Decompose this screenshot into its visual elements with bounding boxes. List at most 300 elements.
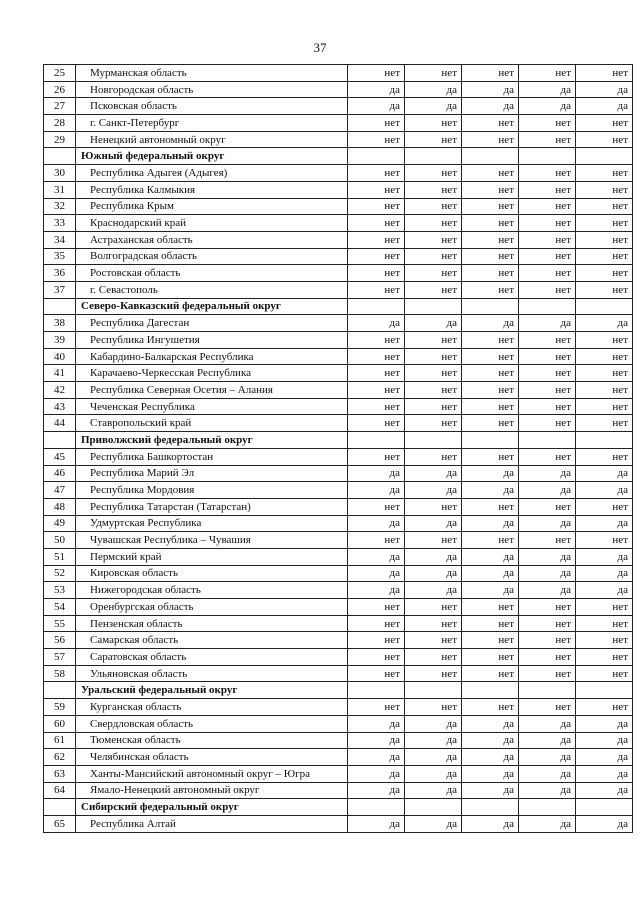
value-cell-3: да — [462, 315, 519, 332]
value-cell-5: нет — [576, 215, 633, 232]
row-number: 44 — [44, 415, 76, 432]
value-cell-1: нет — [348, 665, 405, 682]
row-number: 53 — [44, 582, 76, 599]
value-cell-2: да — [405, 315, 462, 332]
district-name: Приволжский федеральный округ — [76, 432, 348, 449]
value-cell-1: нет — [348, 599, 405, 616]
table-row — [44, 448, 633, 465]
table-row — [44, 565, 633, 582]
value-cell-4: нет — [519, 131, 576, 148]
region-name: Ставропольский край — [76, 415, 348, 432]
value-cell-4: нет — [519, 231, 576, 248]
value-cell-1: нет — [348, 248, 405, 265]
region-name: Чеченская Республика — [76, 398, 348, 415]
value-cell-4: нет — [519, 115, 576, 132]
row-number: 45 — [44, 448, 76, 465]
value-cell-2: нет — [405, 281, 462, 298]
value-cell-1: нет — [348, 415, 405, 432]
value-cell-3: нет — [462, 699, 519, 716]
row-number: 62 — [44, 749, 76, 766]
value-cell-3: да — [462, 765, 519, 782]
value-cell-1: да — [348, 782, 405, 799]
row-number — [44, 682, 76, 699]
table-row — [44, 582, 633, 599]
region-name: Тюменская область — [76, 732, 348, 749]
value-cell-2: нет — [405, 532, 462, 549]
row-number: 34 — [44, 231, 76, 248]
table-row — [44, 65, 633, 82]
table-row — [44, 715, 633, 732]
value-cell-5: нет — [576, 699, 633, 716]
region-name: Республика Мордовия — [76, 482, 348, 499]
value-cell-2: нет — [405, 365, 462, 382]
row-number: 25 — [44, 65, 76, 82]
value-cell-4: да — [519, 765, 576, 782]
value-cell-2: нет — [405, 615, 462, 632]
value-cell-2 — [405, 148, 462, 165]
value-cell-1: да — [348, 515, 405, 532]
value-cell-5: нет — [576, 649, 633, 666]
value-cell-2: нет — [405, 599, 462, 616]
table-row — [44, 382, 633, 399]
value-cell-2: да — [405, 482, 462, 499]
row-number: 55 — [44, 615, 76, 632]
value-cell-4: да — [519, 315, 576, 332]
value-cell-2: нет — [405, 165, 462, 182]
value-cell-2: нет — [405, 398, 462, 415]
region-name: г. Севастополь — [76, 281, 348, 298]
value-cell-5: да — [576, 582, 633, 599]
table-row — [44, 131, 633, 148]
value-cell-2: нет — [405, 181, 462, 198]
value-cell-2: да — [405, 515, 462, 532]
value-cell-3: нет — [462, 448, 519, 465]
table-row — [44, 599, 633, 616]
value-cell-4: нет — [519, 198, 576, 215]
value-cell-3: нет — [462, 165, 519, 182]
row-number: 30 — [44, 165, 76, 182]
value-cell-3: нет — [462, 265, 519, 282]
row-number: 56 — [44, 632, 76, 649]
region-name: Ростовская область — [76, 265, 348, 282]
value-cell-5 — [576, 298, 633, 315]
value-cell-3: нет — [462, 181, 519, 198]
value-cell-4: да — [519, 81, 576, 98]
value-cell-3: да — [462, 782, 519, 799]
district-header-row — [44, 432, 633, 449]
table-row — [44, 749, 633, 766]
value-cell-5: нет — [576, 165, 633, 182]
region-name: Республика Алтай — [76, 815, 348, 832]
value-cell-5: нет — [576, 448, 633, 465]
district-header-row — [44, 799, 633, 816]
value-cell-3: нет — [462, 665, 519, 682]
value-cell-2: нет — [405, 665, 462, 682]
value-cell-4: да — [519, 515, 576, 532]
value-cell-3: да — [462, 81, 519, 98]
value-cell-2: нет — [405, 382, 462, 399]
row-number — [44, 148, 76, 165]
value-cell-2: да — [405, 98, 462, 115]
row-number: 46 — [44, 465, 76, 482]
value-cell-4 — [519, 432, 576, 449]
row-number: 31 — [44, 181, 76, 198]
value-cell-4: да — [519, 715, 576, 732]
value-cell-2: нет — [405, 131, 462, 148]
value-cell-5: нет — [576, 382, 633, 399]
value-cell-4: нет — [519, 215, 576, 232]
table-row — [44, 632, 633, 649]
value-cell-3: нет — [462, 65, 519, 82]
value-cell-2: нет — [405, 632, 462, 649]
value-cell-3: нет — [462, 632, 519, 649]
row-number: 49 — [44, 515, 76, 532]
value-cell-1: да — [348, 315, 405, 332]
table-body — [44, 65, 633, 833]
value-cell-5 — [576, 799, 633, 816]
value-cell-2: да — [405, 715, 462, 732]
value-cell-4: нет — [519, 398, 576, 415]
value-cell-5: нет — [576, 365, 633, 382]
region-name: Волгоградская область — [76, 248, 348, 265]
value-cell-4: нет — [519, 365, 576, 382]
region-name: г. Санкт-Петербург — [76, 115, 348, 132]
value-cell-2: да — [405, 815, 462, 832]
value-cell-1: нет — [348, 615, 405, 632]
region-name: Удмуртская Республика — [76, 515, 348, 532]
value-cell-2: нет — [405, 332, 462, 349]
value-cell-3: да — [462, 98, 519, 115]
value-cell-2: да — [405, 81, 462, 98]
row-number: 63 — [44, 765, 76, 782]
regions-table — [43, 64, 633, 833]
value-cell-1: нет — [348, 348, 405, 365]
value-cell-1: да — [348, 98, 405, 115]
table-row — [44, 81, 633, 98]
value-cell-1: нет — [348, 448, 405, 465]
row-number: 57 — [44, 649, 76, 666]
value-cell-5: нет — [576, 281, 633, 298]
value-cell-1: нет — [348, 532, 405, 549]
value-cell-3: да — [462, 515, 519, 532]
value-cell-3: да — [462, 815, 519, 832]
value-cell-1 — [348, 799, 405, 816]
value-cell-4: нет — [519, 65, 576, 82]
value-cell-2: нет — [405, 231, 462, 248]
region-name: Свердловская область — [76, 715, 348, 732]
value-cell-2: да — [405, 782, 462, 799]
table-row — [44, 398, 633, 415]
value-cell-1: да — [348, 815, 405, 832]
value-cell-3: да — [462, 715, 519, 732]
value-cell-5 — [576, 432, 633, 449]
region-name: Кабардино-Балкарская Республика — [76, 348, 348, 365]
region-name: Ямало-Ненецкий автономный округ — [76, 782, 348, 799]
value-cell-3: нет — [462, 281, 519, 298]
region-name: Ульяновская область — [76, 665, 348, 682]
value-cell-4: нет — [519, 615, 576, 632]
region-name: Мурманская область — [76, 65, 348, 82]
row-number: 40 — [44, 348, 76, 365]
value-cell-2: нет — [405, 448, 462, 465]
value-cell-3: нет — [462, 231, 519, 248]
row-number: 64 — [44, 782, 76, 799]
value-cell-4 — [519, 298, 576, 315]
row-number: 58 — [44, 665, 76, 682]
value-cell-5: да — [576, 548, 633, 565]
value-cell-4: да — [519, 782, 576, 799]
value-cell-1: нет — [348, 231, 405, 248]
row-number: 33 — [44, 215, 76, 232]
table-row — [44, 699, 633, 716]
value-cell-4: да — [519, 565, 576, 582]
table-row — [44, 198, 633, 215]
table-row — [44, 649, 633, 666]
value-cell-4: нет — [519, 632, 576, 649]
row-number: 38 — [44, 315, 76, 332]
value-cell-4 — [519, 148, 576, 165]
row-number: 32 — [44, 198, 76, 215]
value-cell-5 — [576, 148, 633, 165]
value-cell-5: да — [576, 732, 633, 749]
value-cell-2 — [405, 432, 462, 449]
value-cell-4: нет — [519, 415, 576, 432]
region-name: Псковская область — [76, 98, 348, 115]
value-cell-2: нет — [405, 115, 462, 132]
row-number: 47 — [44, 482, 76, 499]
value-cell-3: нет — [462, 332, 519, 349]
value-cell-1 — [348, 298, 405, 315]
value-cell-5: нет — [576, 665, 633, 682]
value-cell-1: нет — [348, 699, 405, 716]
row-number: 61 — [44, 732, 76, 749]
table-row — [44, 615, 633, 632]
value-cell-1: да — [348, 548, 405, 565]
value-cell-1: нет — [348, 131, 405, 148]
value-cell-2: да — [405, 749, 462, 766]
region-name: Республика Башкортостан — [76, 448, 348, 465]
value-cell-2: нет — [405, 198, 462, 215]
row-number: 26 — [44, 81, 76, 98]
value-cell-1 — [348, 682, 405, 699]
region-name: Пермский край — [76, 548, 348, 565]
value-cell-1: да — [348, 565, 405, 582]
region-name: Саратовская область — [76, 649, 348, 666]
row-number: 50 — [44, 532, 76, 549]
table-row — [44, 265, 633, 282]
row-number — [44, 298, 76, 315]
row-number — [44, 799, 76, 816]
value-cell-1: нет — [348, 382, 405, 399]
table-row — [44, 98, 633, 115]
row-number: 27 — [44, 98, 76, 115]
value-cell-2: да — [405, 465, 462, 482]
value-cell-2 — [405, 799, 462, 816]
value-cell-1: нет — [348, 181, 405, 198]
value-cell-1: нет — [348, 215, 405, 232]
table-row — [44, 332, 633, 349]
value-cell-2: нет — [405, 215, 462, 232]
region-name: Чувашская Республика – Чувашия — [76, 532, 348, 549]
value-cell-3: да — [462, 749, 519, 766]
value-cell-4: нет — [519, 665, 576, 682]
region-name: Республика Марий Эл — [76, 465, 348, 482]
value-cell-5 — [576, 682, 633, 699]
value-cell-5: да — [576, 715, 633, 732]
value-cell-3: нет — [462, 215, 519, 232]
value-cell-4: нет — [519, 382, 576, 399]
row-number: 51 — [44, 548, 76, 565]
table-row — [44, 732, 633, 749]
value-cell-3: да — [462, 565, 519, 582]
value-cell-1: нет — [348, 281, 405, 298]
region-name: Карачаево-Черкесская Республика — [76, 365, 348, 382]
value-cell-1: нет — [348, 115, 405, 132]
value-cell-4 — [519, 799, 576, 816]
value-cell-1 — [348, 148, 405, 165]
value-cell-5: нет — [576, 332, 633, 349]
row-number: 42 — [44, 382, 76, 399]
value-cell-4: нет — [519, 498, 576, 515]
value-cell-3: да — [462, 482, 519, 499]
value-cell-5: нет — [576, 348, 633, 365]
value-cell-4: нет — [519, 532, 576, 549]
table-row — [44, 231, 633, 248]
region-name: Самарская область — [76, 632, 348, 649]
value-cell-4: нет — [519, 265, 576, 282]
row-number: 43 — [44, 398, 76, 415]
table-row — [44, 498, 633, 515]
row-number: 39 — [44, 332, 76, 349]
value-cell-3 — [462, 799, 519, 816]
region-name: Астраханская область — [76, 231, 348, 248]
value-cell-1: нет — [348, 398, 405, 415]
region-name: Пензенская область — [76, 615, 348, 632]
value-cell-1: нет — [348, 632, 405, 649]
value-cell-4 — [519, 682, 576, 699]
row-number: 59 — [44, 699, 76, 716]
value-cell-5: да — [576, 465, 633, 482]
region-name: Республика Адыгея (Адыгея) — [76, 165, 348, 182]
value-cell-2: нет — [405, 415, 462, 432]
table-row — [44, 281, 633, 298]
region-name: Челябинская область — [76, 749, 348, 766]
value-cell-4: да — [519, 749, 576, 766]
value-cell-4: нет — [519, 348, 576, 365]
value-cell-2: да — [405, 565, 462, 582]
value-cell-3: нет — [462, 498, 519, 515]
region-name: Республика Ингушетия — [76, 332, 348, 349]
row-number: 54 — [44, 599, 76, 616]
value-cell-5: нет — [576, 65, 633, 82]
row-number: 48 — [44, 498, 76, 515]
value-cell-2 — [405, 298, 462, 315]
value-cell-2: да — [405, 732, 462, 749]
table-row — [44, 465, 633, 482]
value-cell-3: да — [462, 465, 519, 482]
value-cell-4: нет — [519, 649, 576, 666]
value-cell-3: нет — [462, 415, 519, 432]
value-cell-2: нет — [405, 699, 462, 716]
table-row — [44, 482, 633, 499]
value-cell-5: нет — [576, 231, 633, 248]
value-cell-4: да — [519, 548, 576, 565]
row-number: 41 — [44, 365, 76, 382]
region-name: Республика Татарстан (Татарстан) — [76, 498, 348, 515]
table-row — [44, 365, 633, 382]
value-cell-1: нет — [348, 265, 405, 282]
value-cell-3: нет — [462, 649, 519, 666]
value-cell-1: нет — [348, 649, 405, 666]
district-name: Сибирский федеральный округ — [76, 799, 348, 816]
table-row — [44, 548, 633, 565]
value-cell-5: нет — [576, 115, 633, 132]
value-cell-2: нет — [405, 265, 462, 282]
table-row — [44, 115, 633, 132]
value-cell-1: да — [348, 749, 405, 766]
value-cell-4: да — [519, 815, 576, 832]
region-name: Республика Крым — [76, 198, 348, 215]
value-cell-4: да — [519, 582, 576, 599]
value-cell-5: да — [576, 515, 633, 532]
value-cell-3: нет — [462, 115, 519, 132]
value-cell-2: нет — [405, 65, 462, 82]
value-cell-2 — [405, 682, 462, 699]
value-cell-5: нет — [576, 415, 633, 432]
row-number: 37 — [44, 281, 76, 298]
value-cell-5: да — [576, 782, 633, 799]
row-number: 65 — [44, 815, 76, 832]
value-cell-5: нет — [576, 398, 633, 415]
value-cell-5: нет — [576, 198, 633, 215]
value-cell-2: да — [405, 548, 462, 565]
value-cell-2: нет — [405, 498, 462, 515]
value-cell-4: нет — [519, 165, 576, 182]
value-cell-1: нет — [348, 365, 405, 382]
table-row — [44, 665, 633, 682]
value-cell-3: нет — [462, 365, 519, 382]
value-cell-3 — [462, 432, 519, 449]
value-cell-5: нет — [576, 632, 633, 649]
row-number: 60 — [44, 715, 76, 732]
value-cell-1: да — [348, 715, 405, 732]
value-cell-1: да — [348, 81, 405, 98]
value-cell-1 — [348, 432, 405, 449]
value-cell-4: нет — [519, 599, 576, 616]
table-row — [44, 532, 633, 549]
region-name: Нижегородская область — [76, 582, 348, 599]
table-row — [44, 515, 633, 532]
value-cell-1: да — [348, 465, 405, 482]
table-row — [44, 348, 633, 365]
value-cell-3 — [462, 682, 519, 699]
region-name: Кировская область — [76, 565, 348, 582]
value-cell-5: нет — [576, 265, 633, 282]
value-cell-3: нет — [462, 382, 519, 399]
value-cell-5: да — [576, 749, 633, 766]
table-row — [44, 815, 633, 832]
value-cell-5: нет — [576, 615, 633, 632]
region-name: Курганская область — [76, 699, 348, 716]
value-cell-3 — [462, 298, 519, 315]
value-cell-5: да — [576, 815, 633, 832]
value-cell-5: да — [576, 81, 633, 98]
table-row — [44, 215, 633, 232]
row-number — [44, 432, 76, 449]
district-header-row — [44, 298, 633, 315]
district-name: Северо-Кавказский федеральный округ — [76, 298, 348, 315]
table-row — [44, 315, 633, 332]
